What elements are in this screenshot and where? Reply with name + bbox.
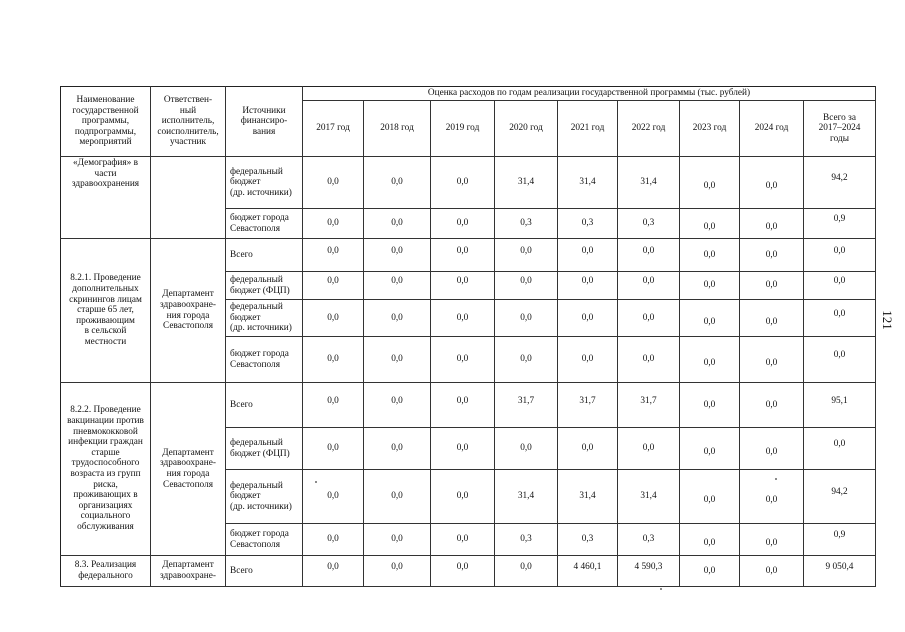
value: 0,0	[520, 561, 532, 572]
responsible-name: Департамент здравоохране-	[159, 560, 217, 581]
value-cell	[303, 272, 364, 300]
value: 0,0	[456, 312, 469, 323]
value: 0,0	[765, 280, 778, 291]
value-cell	[303, 470, 364, 524]
source-label: федеральный бюджет (др. источники)	[230, 166, 292, 198]
source-label: бюджет города Севастополя	[230, 212, 289, 234]
responsible-cell	[151, 383, 226, 556]
value: 31,4	[579, 491, 596, 502]
table-row	[61, 383, 876, 428]
total-cell	[804, 556, 876, 587]
value-cell	[558, 383, 618, 428]
value: 0,0	[703, 222, 716, 233]
header-total-label: Всего за 2017–2024 годы	[818, 112, 861, 144]
source-label: Всего	[230, 249, 253, 260]
value: 0,0	[703, 565, 716, 576]
source-cell	[226, 157, 303, 209]
value: 31,7	[640, 395, 657, 406]
value: 31,4	[517, 491, 535, 502]
value-cell	[364, 556, 431, 587]
header-year	[431, 101, 495, 157]
value-cell	[495, 428, 558, 470]
value-cell	[740, 470, 804, 524]
table-row	[61, 157, 876, 209]
value-cell	[740, 157, 804, 209]
table-row	[61, 556, 876, 587]
scan-speck	[315, 481, 317, 483]
header-source: Источники финансиро- вания	[240, 105, 288, 137]
value: 31,4	[640, 491, 657, 502]
header-responsible: Ответствен- ный исполнитель, соисполнитель, участник	[157, 95, 219, 148]
scan-speck	[660, 588, 662, 590]
program-name-cell	[61, 556, 151, 587]
value-cell	[618, 383, 680, 428]
source-cell	[226, 337, 303, 383]
value-cell	[364, 383, 431, 428]
value: 0,0	[520, 354, 532, 365]
value: 0,0	[765, 358, 778, 369]
value: 0,0	[327, 395, 339, 406]
value-cell	[364, 272, 431, 300]
header-year-label: 2017 год	[316, 123, 350, 134]
header-year-label: 2023 год	[692, 123, 727, 134]
value: 0,0	[765, 538, 778, 549]
header-group-cell	[303, 87, 876, 101]
value: 0,0	[456, 395, 469, 406]
source-label: Всего	[230, 399, 253, 410]
value: 0,0	[581, 245, 594, 256]
program-name-cell	[61, 383, 151, 556]
value-cell	[740, 239, 804, 272]
source-cell	[226, 209, 303, 239]
value-cell	[558, 337, 618, 383]
value-cell	[364, 337, 431, 383]
value-cell	[618, 337, 680, 383]
value-cell	[680, 300, 740, 337]
value: 0,0	[456, 218, 469, 229]
value: 31,7	[517, 395, 535, 406]
program-name-cell	[61, 239, 151, 383]
value: 0,0	[703, 316, 716, 327]
value: 0,0	[456, 245, 469, 256]
total-cell	[804, 337, 876, 383]
value-cell	[431, 157, 495, 209]
value-cell	[495, 272, 558, 300]
value: 0,0	[703, 249, 716, 260]
value: 0,0	[581, 312, 594, 323]
source-label: бюджет города Севастополя	[230, 528, 289, 550]
value-cell	[740, 300, 804, 337]
value: 0,0	[391, 491, 403, 502]
value: 0,0	[327, 312, 339, 323]
total: 95,1	[831, 395, 848, 406]
value-cell	[431, 300, 495, 337]
header-year	[740, 101, 804, 157]
source-cell	[226, 383, 303, 428]
value: 0,0	[581, 354, 594, 365]
value: 0,0	[456, 177, 469, 188]
value: 4 460,1	[573, 561, 602, 572]
value-cell	[618, 524, 680, 556]
value-cell	[495, 157, 558, 209]
value: 0,0	[327, 177, 339, 188]
value: 0,0	[456, 443, 469, 454]
value: 0,0	[391, 218, 403, 229]
total: 0,0	[833, 308, 846, 319]
value: 0,0	[391, 534, 403, 545]
value-cell	[618, 157, 680, 209]
value: 0,0	[391, 395, 403, 406]
value: 0,0	[703, 358, 716, 369]
total: 0,0	[833, 350, 846, 361]
value: 0,0	[703, 447, 716, 458]
value-cell	[495, 209, 558, 239]
value-cell	[558, 556, 618, 587]
value-cell	[431, 337, 495, 383]
header-year	[558, 101, 618, 157]
value-cell	[495, 524, 558, 556]
value: 0,0	[765, 399, 778, 410]
value-cell	[680, 383, 740, 428]
value-cell	[740, 272, 804, 300]
responsible-cell	[151, 239, 226, 383]
value: 0,0	[765, 447, 778, 458]
value: 0,0	[581, 276, 594, 287]
header-year	[618, 101, 680, 157]
value-cell	[495, 300, 558, 337]
value: 0,0	[581, 443, 594, 454]
value: 31,7	[579, 395, 596, 406]
value: 0,0	[327, 276, 339, 287]
responsible-name: Департамент здравоохране- ния города Севастополя	[159, 447, 217, 490]
value-cell	[303, 239, 364, 272]
header-name-cell	[61, 87, 151, 157]
header-responsible-cell	[151, 87, 226, 157]
program-name: 8.3. Реализация федерального	[74, 560, 137, 581]
value-cell	[618, 209, 680, 239]
value-cell	[558, 157, 618, 209]
responsible-cell	[151, 157, 226, 239]
value-cell	[431, 239, 495, 272]
program-name-cell	[61, 157, 151, 239]
value-cell	[558, 209, 618, 239]
value: 0,0	[327, 245, 339, 256]
value: 0,0	[456, 276, 469, 287]
source-cell	[226, 556, 303, 587]
total: 0,0	[833, 439, 846, 450]
value: 0,0	[642, 312, 655, 323]
value: 0,0	[391, 561, 403, 572]
source-label: федеральный бюджет (др. источники)	[230, 302, 292, 334]
value-cell	[431, 383, 495, 428]
value: 0,0	[642, 354, 655, 365]
value-cell	[740, 428, 804, 470]
value-cell	[303, 383, 364, 428]
value-cell	[303, 337, 364, 383]
value: 0,0	[327, 218, 339, 229]
value: 0,3	[520, 534, 532, 545]
value-cell	[495, 470, 558, 524]
value-cell	[740, 337, 804, 383]
value-cell	[740, 524, 804, 556]
source-label: федеральный бюджет (ФЦП)	[230, 437, 290, 459]
value-cell	[364, 300, 431, 337]
total-cell	[804, 157, 876, 209]
source-label: бюджет города Севастополя	[230, 348, 289, 370]
header-row-top	[61, 87, 876, 101]
source-cell	[226, 428, 303, 470]
value-cell	[303, 157, 364, 209]
total: 0,9	[833, 530, 846, 541]
value: 0,0	[703, 399, 716, 410]
value-cell	[680, 337, 740, 383]
value: 4 590,3	[634, 561, 663, 572]
value-cell	[364, 239, 431, 272]
source-cell	[226, 239, 303, 272]
value: 0,0	[703, 538, 716, 549]
program-name: «Демография» в части здравоохранения	[71, 158, 140, 190]
value: 0,0	[520, 276, 532, 287]
value: 0,0	[391, 354, 403, 365]
value-cell	[680, 209, 740, 239]
value-cell	[495, 556, 558, 587]
value-cell	[558, 300, 618, 337]
value-cell	[680, 272, 740, 300]
header-year	[303, 101, 364, 157]
header-year-label: 2020 год	[509, 123, 543, 134]
value: 0,3	[642, 218, 655, 229]
value: 0,0	[765, 222, 778, 233]
value-cell	[364, 209, 431, 239]
total: 0,0	[833, 276, 846, 287]
total-cell	[804, 470, 876, 524]
total-cell	[804, 300, 876, 337]
value-cell	[618, 300, 680, 337]
source-label: Всего	[230, 565, 253, 576]
value-cell	[558, 272, 618, 300]
value: 0,0	[391, 276, 403, 287]
source-cell	[226, 300, 303, 337]
table-row	[61, 239, 876, 272]
value: 31,4	[640, 177, 657, 188]
value: 0,0	[642, 245, 655, 256]
value-cell	[431, 524, 495, 556]
value: 0,0	[327, 561, 339, 572]
value: 0,0	[703, 280, 716, 291]
value: 0,0	[391, 177, 403, 188]
value: 0,0	[456, 534, 469, 545]
value: 0,0	[327, 443, 339, 454]
value-cell	[364, 157, 431, 209]
value: 0,0	[391, 312, 403, 323]
header-year-label: 2018 год	[380, 123, 414, 134]
source-cell	[226, 524, 303, 556]
value: 0,0	[520, 245, 532, 256]
value-cell	[495, 383, 558, 428]
header-year	[680, 101, 740, 157]
value-cell	[303, 556, 364, 587]
header-year-label: 2019 год	[445, 123, 480, 134]
source-cell	[226, 470, 303, 524]
total-cell	[804, 272, 876, 300]
value: 0,0	[391, 443, 403, 454]
value: 0,0	[765, 316, 778, 327]
total: 0,9	[833, 214, 846, 225]
value-cell	[680, 470, 740, 524]
value-cell	[431, 556, 495, 587]
value-cell	[618, 239, 680, 272]
value-cell	[303, 428, 364, 470]
total: 94,2	[831, 173, 848, 184]
value: 0,0	[765, 181, 778, 192]
source-label: федеральный бюджет (др. источники)	[230, 480, 292, 512]
value: 0,0	[765, 249, 778, 260]
total-cell	[804, 524, 876, 556]
header-year-label: 2024 год	[754, 123, 789, 134]
value-cell	[618, 272, 680, 300]
value: 0,3	[642, 534, 655, 545]
value-cell	[680, 157, 740, 209]
value-cell	[558, 524, 618, 556]
responsible-name: Департамент здравоохране- ния города Севастополя	[159, 289, 217, 332]
value: 0,0	[456, 561, 469, 572]
value-cell	[618, 470, 680, 524]
value-cell	[680, 524, 740, 556]
header-total	[804, 101, 876, 157]
value-cell	[364, 470, 431, 524]
value: 0,3	[520, 218, 532, 229]
value-cell	[495, 337, 558, 383]
value: 0,3	[581, 534, 594, 545]
budget-table	[60, 86, 876, 587]
header-group-title: Оценка расходов по годам реализации государственной программы (тыс. рублей)	[427, 88, 751, 99]
total: 9 050,4	[825, 561, 854, 572]
value-cell	[303, 524, 364, 556]
value-cell	[558, 428, 618, 470]
value-cell	[680, 556, 740, 587]
value-cell	[740, 556, 804, 587]
value: 0,0	[765, 495, 778, 506]
total-cell	[804, 428, 876, 470]
value: 0,0	[327, 491, 339, 502]
value-cell	[558, 239, 618, 272]
total-cell	[804, 383, 876, 428]
value: 0,0	[391, 245, 403, 256]
responsible-cell	[151, 556, 226, 587]
value: 0,0	[456, 354, 469, 365]
header-year-label: 2022 год	[631, 123, 666, 134]
total: 94,2	[831, 487, 848, 498]
value: 31,4	[517, 177, 535, 188]
value: 0,0	[642, 276, 655, 287]
scan-speck	[775, 478, 777, 480]
total-cell	[804, 209, 876, 239]
value: 31,4	[579, 177, 596, 188]
header-year	[495, 101, 558, 157]
source-label: федеральный бюджет (ФЦП)	[230, 274, 290, 296]
value: 0,0	[520, 443, 532, 454]
page-number: 121	[880, 310, 895, 330]
value-cell	[618, 556, 680, 587]
value-cell	[558, 470, 618, 524]
total-cell	[804, 239, 876, 272]
header-source-cell	[226, 87, 303, 157]
value: 0,0	[765, 565, 778, 576]
source-cell	[226, 272, 303, 300]
value-cell	[680, 428, 740, 470]
value-cell	[364, 428, 431, 470]
value: 0,0	[327, 534, 339, 545]
header-year	[364, 101, 431, 157]
value: 0,0	[703, 495, 716, 506]
value-cell	[618, 428, 680, 470]
value-cell	[740, 383, 804, 428]
value-cell	[303, 209, 364, 239]
program-name: 8.2.2. Проведение вакцинации против пневмококковой инфекции граждан старше трудоспособного возраста из групп риска, проживающих в организациях социального обслуживания	[67, 405, 144, 532]
value-cell	[740, 209, 804, 239]
total: 0,0	[833, 245, 846, 256]
value: 0,0	[703, 181, 716, 192]
value-cell	[431, 470, 495, 524]
value-cell	[303, 300, 364, 337]
value-cell	[431, 209, 495, 239]
value: 0,0	[456, 491, 469, 502]
value: 0,0	[327, 354, 339, 365]
value: 0,0	[642, 443, 655, 454]
value: 0,3	[581, 218, 594, 229]
value: 0,0	[520, 312, 532, 323]
header-year-label: 2021 год	[570, 123, 605, 134]
value-cell	[364, 524, 431, 556]
value-cell	[431, 428, 495, 470]
value-cell	[431, 272, 495, 300]
program-name: 8.2.1. Проведение дополнительных скринингов лицам старше 65 лет, проживающим в сельской местности	[69, 273, 142, 347]
value-cell	[495, 239, 558, 272]
value-cell	[680, 239, 740, 272]
header-name: Наименование государственной программы, подпрограммы, мероприятий	[72, 95, 139, 148]
